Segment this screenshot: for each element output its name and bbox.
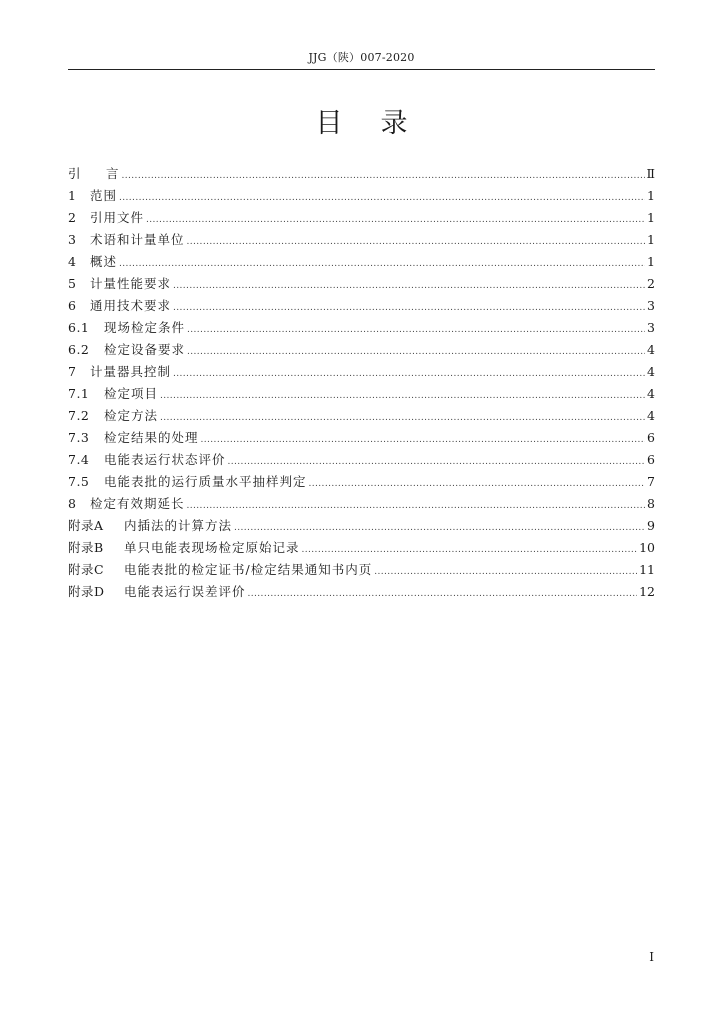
toc-dot-leader	[187, 341, 645, 363]
toc-entry[interactable]	[68, 405, 655, 427]
toc-entry-label: 计量器具控制	[90, 364, 172, 379]
page-number: I	[649, 950, 654, 964]
toc-entry-page: 1	[647, 254, 655, 269]
toc-entry-page: 6	[647, 430, 655, 445]
toc-entry-number: 7	[68, 364, 77, 379]
toc-entry-label: 检定设备要求	[104, 342, 186, 357]
toc-entry-appendix[interactable]	[68, 581, 655, 603]
toc-entry-page: 7	[647, 474, 655, 489]
toc-entry-page: 3	[647, 320, 655, 335]
toc-entry[interactable]	[68, 339, 655, 361]
toc-entry-page: 3	[647, 298, 655, 313]
toc-entry[interactable]	[68, 361, 655, 383]
toc-entry[interactable]	[68, 207, 655, 229]
toc-entry-page: 4	[647, 364, 655, 379]
toc-entry-number: 8	[68, 496, 77, 511]
toc-dot-leader	[234, 517, 645, 539]
toc-entry-label: 检定项目	[104, 386, 159, 401]
toc-entry-number: 7.4	[68, 452, 90, 467]
toc-entry-label: 引用文件	[90, 210, 145, 225]
toc-dot-leader	[173, 275, 645, 297]
toc-entry-number: 3	[68, 232, 77, 247]
toc-dot-leader	[302, 539, 638, 561]
toc-entry-page: Ⅱ	[646, 166, 655, 181]
toc-dot-leader	[119, 253, 645, 275]
toc-entry-label: 检定结果的处理	[104, 430, 199, 445]
toc-dot-leader	[173, 363, 645, 385]
toc-entry[interactable]	[68, 471, 655, 493]
toc-entry[interactable]	[68, 449, 655, 471]
toc-entry-label: 检定方法	[104, 408, 159, 423]
toc-entry[interactable]	[68, 427, 655, 449]
toc-entry-number: 引	[68, 166, 82, 181]
toc-entry-page: 9	[647, 518, 655, 533]
toc-entry[interactable]	[68, 295, 655, 317]
toc-entry[interactable]	[68, 493, 655, 515]
toc-entry-appendix[interactable]	[68, 537, 655, 559]
toc-entry-page: 2	[647, 276, 655, 291]
toc-dot-leader	[187, 495, 645, 517]
toc-dot-leader	[309, 473, 645, 495]
toc-entry-number: 6.2	[68, 342, 90, 357]
toc-entry-number: 2	[68, 210, 77, 225]
toc-entry-number: 5	[68, 276, 77, 291]
toc-dot-leader	[187, 231, 645, 253]
toc-entry-label: 术语和计量单位	[90, 232, 185, 247]
toc-dot-leader	[160, 385, 645, 407]
toc-entry-page: 4	[647, 386, 655, 401]
toc-dot-leader	[374, 561, 637, 583]
toc-entry[interactable]	[68, 317, 655, 339]
toc-entry-number: 6.1	[68, 320, 90, 335]
toc-entry-number: 7.5	[68, 474, 90, 489]
toc-entry-label: 范围	[90, 188, 118, 203]
toc-entry-number: 1	[68, 188, 77, 203]
toc-entry-label: 内插法的计算方法	[124, 518, 233, 533]
toc-entry-page: 6	[647, 452, 655, 467]
toc-entry-number: 附录B	[68, 540, 104, 555]
toc-dot-leader	[187, 319, 645, 341]
toc-entry[interactable]	[68, 185, 655, 207]
running-header: JJG（陕）007-2020	[308, 51, 415, 64]
toc-dot-leader	[122, 165, 645, 187]
toc-entry-appendix[interactable]	[68, 515, 655, 537]
toc-entry[interactable]	[68, 229, 655, 251]
toc-entry-number: 附录A	[68, 518, 104, 533]
toc-entry-number: 附录D	[68, 584, 105, 599]
page-title: 目录	[315, 108, 446, 139]
toc-dot-leader	[173, 297, 645, 319]
toc-entry-appendix[interactable]	[68, 559, 655, 581]
toc-entry-number: 7.2	[68, 408, 90, 423]
toc-entry-number: 附录C	[68, 562, 105, 577]
toc-entry-page: 4	[647, 408, 655, 423]
toc-entry[interactable]	[68, 383, 655, 405]
toc-entry-label: 电能表运行误差评价	[124, 584, 246, 599]
toc-entry-page: 8	[647, 496, 655, 511]
toc-entry-page: 4	[647, 342, 655, 357]
toc-entry-number: 6	[68, 298, 77, 313]
toc-entry-label: 电能表批的检定证书/检定结果通知书内页	[124, 562, 373, 577]
toc-entry-page: 1	[647, 210, 655, 225]
toc-entry-label: 计量性能要求	[90, 276, 172, 291]
toc-dot-leader	[228, 451, 645, 473]
toc-dot-leader	[248, 583, 638, 605]
toc-entry-intro[interactable]	[68, 163, 655, 185]
toc-entry-page: 1	[647, 188, 655, 203]
toc-entry-label: 现场检定条件	[104, 320, 186, 335]
toc-entry-label: 检定有效期延长	[90, 496, 185, 511]
toc-entry[interactable]	[68, 251, 655, 273]
toc-entry-number: 7.1	[68, 386, 90, 401]
toc-dot-leader	[119, 187, 645, 209]
toc-entry-label: 电能表批的运行质量水平抽样判定	[104, 474, 307, 489]
toc-entry-page: 12	[639, 584, 655, 599]
toc-entry-number: 7.3	[68, 430, 90, 445]
toc-entry-label: 通用技术要求	[90, 298, 172, 313]
toc-entry-page: 11	[639, 562, 655, 577]
toc-entry-label: 单只电能表现场检定原始记录	[124, 540, 300, 555]
toc-entry-label: 言	[106, 166, 120, 181]
toc-entry-label: 电能表运行状态评价	[104, 452, 226, 467]
table-of-contents	[68, 163, 655, 603]
header-rule	[68, 69, 655, 70]
toc-dot-leader	[146, 209, 645, 231]
toc-entry-page: 1	[647, 232, 655, 247]
toc-entry-number: 4	[68, 254, 77, 269]
toc-entry-page: 10	[639, 540, 655, 555]
toc-entry[interactable]	[68, 273, 655, 295]
toc-entry-label: 概述	[90, 254, 118, 269]
toc-dot-leader	[160, 407, 645, 429]
toc-dot-leader	[201, 429, 645, 451]
